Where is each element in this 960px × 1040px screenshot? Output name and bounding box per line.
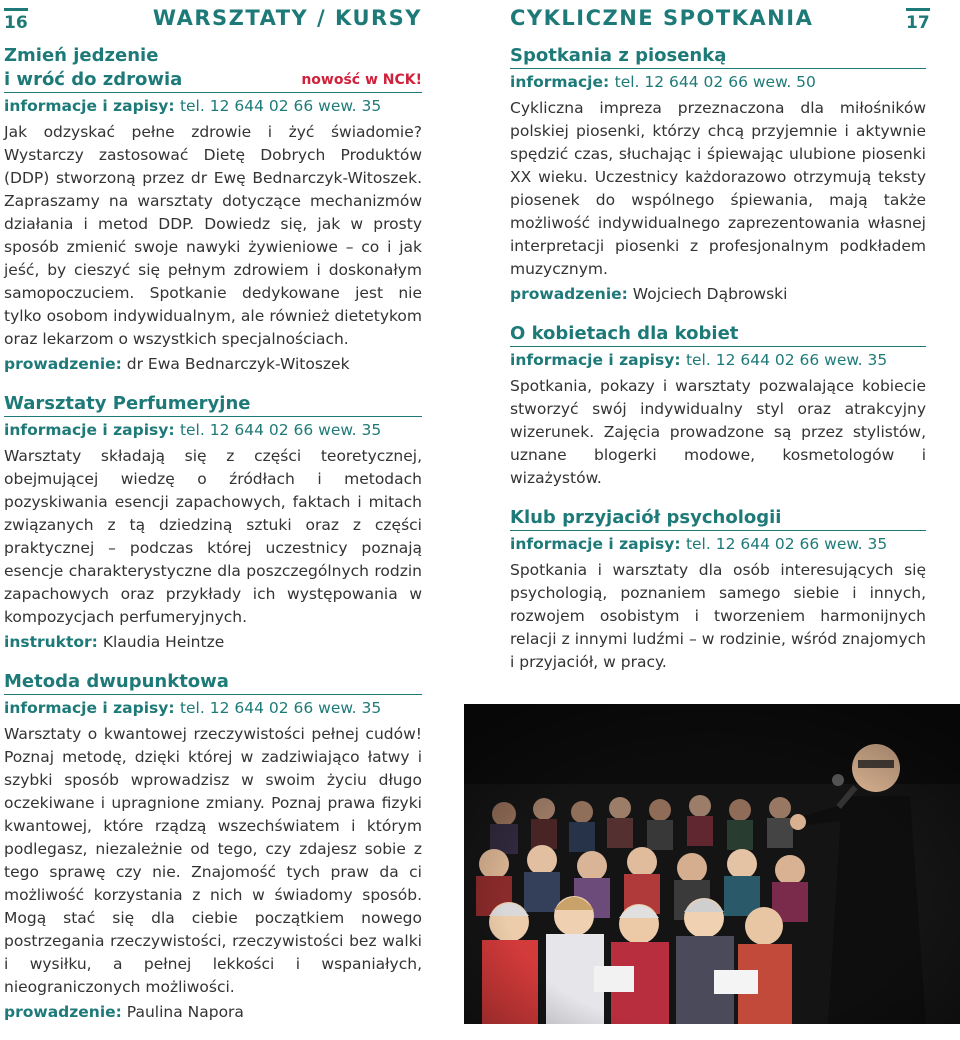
info-phone: tel. 12 644 02 66 wew. 35 xyxy=(685,351,888,369)
info-phone: tel. 12 644 02 66 wew. 35 xyxy=(179,97,382,115)
article-title: O kobietach dla kobiet xyxy=(510,322,926,347)
lead-label: prowadzenie: xyxy=(4,1003,122,1021)
article-body: Spotkania, pokazy i warsztaty pozwalające kobiecie stworzyć swój indywidualny styl oraz atrakcyjny wizerunek. Zajęcia prowadzone są przez stylistów, uznane blogerki modowe, kosmetologów i wizażystów. xyxy=(510,377,926,487)
info-line xyxy=(4,697,422,719)
lead-label: prowadzenie: xyxy=(4,355,122,373)
article-title-line2: i wróć do zdrowia xyxy=(4,69,183,90)
article-two-point-method xyxy=(4,670,422,1024)
lead-line xyxy=(510,283,926,306)
article-body: Cykliczna impreza przeznaczona dla miłośników polskiej piosenki, którzy chcą przyjemnie i aktywnie spędzić czas, słuchając i śpiewając ulubione piosenki XX wieku. Uczestnicy każdorazowo otrzymują teksty piosenek do wspólnego śpiewania, mają także możliwość indywidualnego zaprezentowania własnej interpretacji piosenki z profesjonalnym podkładem muzycznym. xyxy=(510,99,926,278)
lead-name: Paulina Napora xyxy=(126,1003,244,1021)
lead-line xyxy=(4,1001,422,1024)
info-phone: tel. 12 644 02 66 wew. 35 xyxy=(179,699,382,717)
info-label: informacje: xyxy=(510,73,610,91)
lead-name: Wojciech Dąbrowski xyxy=(632,285,788,303)
article-women xyxy=(510,322,926,490)
info-label: informacje i zapisy: xyxy=(510,535,681,553)
lead-line xyxy=(4,631,422,654)
left-column xyxy=(4,0,422,1040)
article-body: Warsztaty o kwantowej rzeczywistości pełnej cudów! Poznaj metodę, dzięki której w zadziwiająco łatwy i szybki sposób wprowadzisz w swoim życiu długo oczekiwane i upragnione zmiany. Poznaj prawa fizyki kwantowej, które rządzą wszechświatem i którym podlegasz, niezależnie od tego, czy zdajesz sobie z tego sprawę czy nie. Znajomość tych praw da ci możliwość korzystania z nich w świadomy sposób. Mogą stać się dla ciebie początkiem nowego postrzegania rzeczywistości, rzeczywistości bez walki i wysiłku, a pełnej lekkości i wspaniałych, nieograniczonych możliwości. xyxy=(4,725,422,996)
lead-name: Klaudia Heintze xyxy=(102,633,225,651)
article-title: Klub przyjaciół psychologii xyxy=(510,506,926,531)
info-line xyxy=(510,71,926,93)
info-line xyxy=(4,95,422,117)
audience-singer-illustration xyxy=(464,704,960,1024)
info-label: informacje i zapisy: xyxy=(4,97,175,115)
info-phone: tel. 12 644 02 66 wew. 35 xyxy=(685,535,888,553)
section-heading-meetings: CYKLICZNE SPOTKANIA xyxy=(510,6,814,30)
lead-name: dr Ewa Bednarczyk-Witoszek xyxy=(126,355,350,373)
page-number-left: 16 xyxy=(4,8,28,33)
info-label: informacje i zapisy: xyxy=(4,421,175,439)
right-column xyxy=(510,0,926,690)
article-diet xyxy=(4,44,422,376)
info-label: informacje i zapisy: xyxy=(4,699,175,717)
info-phone: tel. 12 644 02 66 wew. 50 xyxy=(614,73,816,91)
event-photo xyxy=(464,704,960,1024)
article-perfume xyxy=(4,392,422,654)
section-heading-workshops: WARSZTATY / KURSY xyxy=(152,6,422,30)
article-title: Spotkania z piosenką xyxy=(510,44,926,69)
article-body: Jak odzyskać pełne zdrowie i żyć świadomie? Wystarczy zastosować Dietę Dobrych Produktów (DDP) stworzoną przez dr Ewę Bednarczyk-Witoszek. Zapraszamy na warsztaty dotyczące mechanizmów działania i metod DDP. Dowiedz się, jak w prosty sposób zmienić swoje nawyki żywieniowe – co i jak jeść, by cieszyć się pełnym zdrowiem i doskonałym samopoczuciem. Spotkanie dedykowane jest nie tylko osobom indywidualnym, ale również dietetykom oraz lekarzom o wszystkich specjalnościach. xyxy=(4,123,422,348)
info-line xyxy=(510,349,926,371)
info-line xyxy=(4,419,422,441)
article-title: Zmień jedzenie xyxy=(4,45,159,66)
article-song-meetings xyxy=(510,44,926,306)
page-number-right: 17 xyxy=(906,8,930,33)
article-title-row xyxy=(4,68,422,93)
article-body: Warsztaty składają się z części teoretycznej, obejmującej wiedzę o źródłach i metodach pozyskiwania esencji zapachowych, faktach i mitach związanych z tą dziedziną sztuki oraz z części praktycznej – podczas której uczestnicy poznają esencje charakterystyczne dla poszczególnych rodzin zapachowych oraz przykłady ich występowania w kompozycjach perfumeryjnych. xyxy=(4,447,422,626)
info-label: informacje i zapisy: xyxy=(510,351,681,369)
lead-line xyxy=(4,353,422,376)
article-title: Metoda dwupunktowa xyxy=(4,670,422,695)
info-line xyxy=(510,533,926,555)
article-body: Spotkania i warsztaty dla osób interesujących się psychologią, poznaniem samego siebie i innych, rozwojem osobistym i tworzeniem harmonijnych relacji z innymi ludźmi – w rodzinie, wśród znajomych i przyjaciół, w pracy. xyxy=(510,561,926,671)
new-badge: nowość w NCK! xyxy=(301,72,422,88)
lead-label: instruktor: xyxy=(4,633,98,651)
article-title: Warsztaty Perfumeryjne xyxy=(4,392,422,417)
info-phone: tel. 12 644 02 66 wew. 35 xyxy=(179,421,382,439)
article-psychology-club xyxy=(510,506,926,674)
lead-label: prowadzenie: xyxy=(510,285,628,303)
